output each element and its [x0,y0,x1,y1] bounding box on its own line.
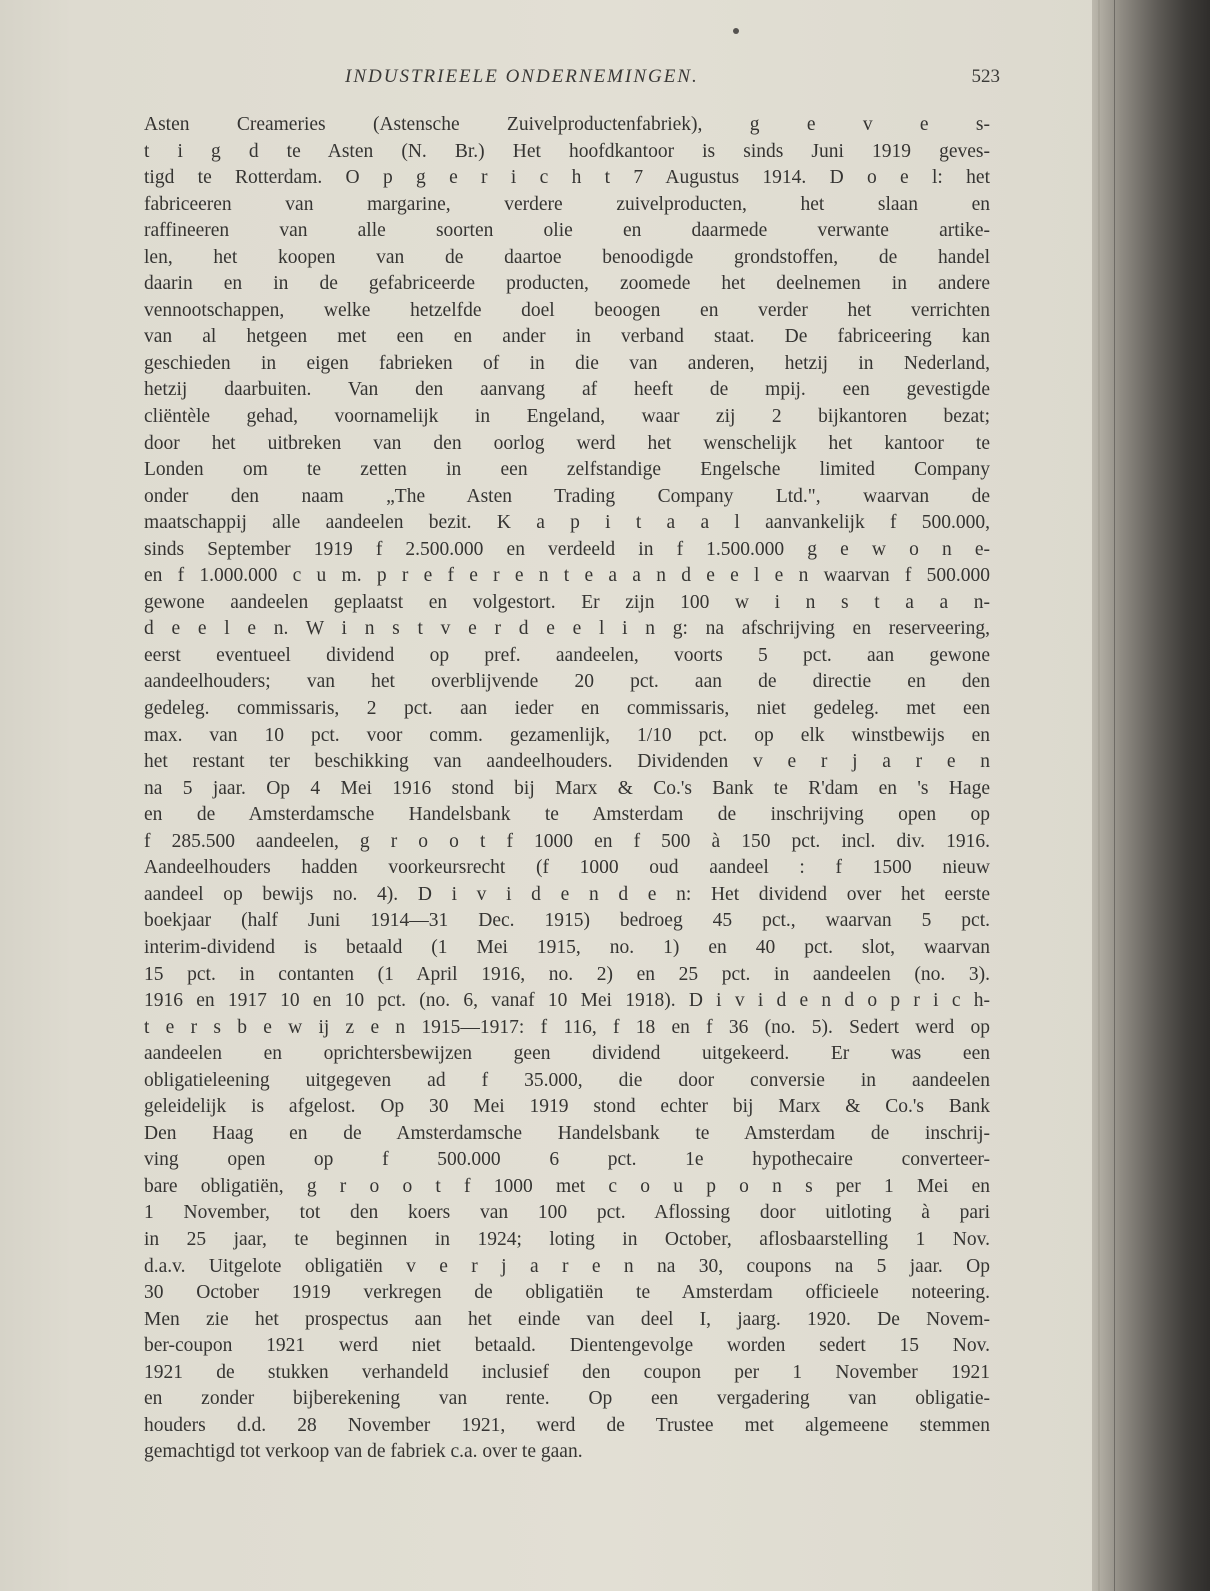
text-line: Men zie het prospectus aan het einde van deel I, jaarg. 1920. De Novem- [144,1308,990,1330]
text-line: bare obligatiën, g r o o t f 1000 met c o u p o n s per 1 Mei en [144,1175,990,1197]
text-line: f 285.500 aandeelen, g r o o t f 1000 en f 500 à 150 pct. incl. div. 1916. [144,830,990,852]
text-line: max. van 10 pct. voor comm. gezamenlijk, 1/10 pct. op elk winstbewijs en [144,724,990,746]
book-binding-edge [1092,0,1210,1591]
text-line: t i g d te Asten (N. Br.) Het hoofdkantoor is sinds Juni 1919 geves- [144,140,990,162]
ink-speck [733,28,739,34]
text-line: 1921 de stukken verhandeld inclusief den coupon per 1 November 1921 [144,1361,990,1383]
text-line: vennootschappen, welke hetzelfde doel beoogen en verder het verrichten [144,299,990,321]
text-line: aandeelen en oprichtersbewijzen geen dividend uitgekeerd. Er was een [144,1043,990,1065]
text-line: Aandeelhouders hadden voorkeursrecht (f 1000 oud aandeel : f 1500 nieuw [144,857,990,879]
text-line: Londen om te zetten in een zelfstandige Engelsche limited Company [144,459,990,481]
text-line: raffineeren van alle soorten olie en daarmede verwante artike- [144,220,990,242]
running-title: INDUSTRIEELE ONDERNEMINGEN. [345,66,699,87]
text-line: in 25 jaar, te beginnen in 1924; loting in October, aflosbaarstelling 1 Nov. [144,1228,990,1250]
entry-text [144,112,990,1466]
text-line: aandeelhouders; van het overblijvende 20 pct. aan de directie en den [144,671,990,693]
text-line: boekjaar (half Juni 1914—31 Dec. 1915) bedroeg 45 pct., waarvan 5 pct. [144,910,990,932]
text-line: ving open op f 500.000 6 pct. 1e hypothecaire converteer- [144,1149,990,1171]
text-line: het restant ter beschikking van aandeelhouders. Dividenden v e r j a r e n [144,751,990,773]
text-line: door het uitbreken van den oorlog werd het wenschelijk het kantoor te [144,432,990,454]
text-line: eerst eventueel dividend op pref. aandeelen, voorts 5 pct. aan gewone [144,644,990,666]
text-line: onder den naam „The Asten Trading Company Ltd.", waarvan de [144,485,990,507]
text-line: en de Amsterdamsche Handelsbank te Amsterdam de inschrijving open op [144,804,990,826]
text-line: fabriceeren van margarine, verdere zuivelproducten, het slaan en [144,193,990,215]
text-line: obligatieleening uitgegeven ad f 35.000, die door conversie in aandeelen [144,1069,990,1091]
text-line: Den Haag en de Amsterdamsche Handelsbank te Amsterdam de inschrij- [144,1122,990,1144]
text-line: t e r s b e w ij z e n 1915—1917: f 116, f 18 en f 36 (no. 5). Sedert werd op [144,1016,990,1038]
text-line: Asten Creameries (Astensche Zuivelproductenfabriek), g e v e s- [144,114,990,135]
text-line: en zonder bijberekening van rente. Op een vergadering van obligatie- [144,1388,990,1410]
text-line: gemachtigd tot verkoop van de fabriek c.a. over te gaan. [144,1441,583,1463]
text-line: d e e l e n. W i n s t v e r d e e l i n g: na afschrijving en reserveering, [144,618,990,640]
text-line: aandeel op bewijs no. 4). D i v i d e n d e n: Het dividend over het eerste [144,883,990,905]
text-line: hetzij daarbuiten. Van den aanvang af heeft de mpij. een gevestigde [144,379,990,401]
text-line: houders d.d. 28 November 1921, werd de Trustee met algemeene stemmen [144,1414,990,1436]
text-line: 1 November, tot den koers van 100 pct. Aflossing door uitloting à pari [144,1202,990,1224]
text-line: daarin en in de gefabriceerde producten, zoomede het deelnemen in andere [144,273,990,295]
text-line: gedeleg. commissaris, 2 pct. aan ieder en commissaris, niet gedeleg. met een [144,698,990,720]
text-line: 15 pct. in contanten (1 April 1916, no. 2) en 25 pct. in aandeelen (no. 3). [144,963,990,985]
text-line: gewone aandeelen geplaatst en volgestort. Er zijn 100 w i n s t a a n- [144,591,990,613]
text-line: ber-coupon 1921 werd niet betaald. Dientengevolge worden sedert 15 Nov. [144,1335,990,1357]
text-line: cliëntèle gehad, voornamelijk in Engeland, waar zij 2 bijkantoren bezat; [144,406,990,428]
text-line: d.a.v. Uitgelote obligatiën v e r j a r e n na 30, coupons na 5 jaar. Op [144,1255,990,1277]
text-line: tigd te Rotterdam. O p g e r i c h t 7 Augustus 1914. D o e l: het [144,167,990,189]
text-line: 30 October 1919 verkregen de obligatiën te Amsterdam officieele noteering. [144,1282,990,1304]
text-line: na 5 jaar. Op 4 Mei 1916 stond bij Marx & Co.'s Bank te R'dam en 's Hage [144,777,990,799]
text-line: maatschappij alle aandeelen bezit. K a p i t a a l aanvankelijk f 500.000, [144,512,990,534]
text-line: geschieden in eigen fabrieken of in die van anderen, hetzij in Nederland, [144,352,990,374]
text-line: van al hetgeen met een en ander in verband staat. De fabriceering kan [144,326,990,348]
text-line: geleidelijk is afgelost. Op 30 Mei 1919 stond echter bij Marx & Co.'s Bank [144,1096,990,1118]
text-line: sinds September 1919 f 2.500.000 en verdeeld in f 1.500.000 g e w o n e- [144,538,990,560]
text-line: 1916 en 1917 10 en 10 pct. (no. 6, vanaf 10 Mei 1918). D i v i d e n d o p r i c h- [144,990,990,1012]
page-header [130,66,1000,96]
page-number: 523 [971,66,1000,87]
text-line: en f 1.000.000 c u m. p r e f e r e n t e a a n d e e l e n waarvan f 500.000 [144,565,990,587]
text-line: len, het koopen van de daartoe benoodigde grondstoffen, de handel [144,246,990,268]
text-line: interim-dividend is betaald (1 Mei 1915, no. 1) en 40 pct. slot, waarvan [144,936,990,958]
